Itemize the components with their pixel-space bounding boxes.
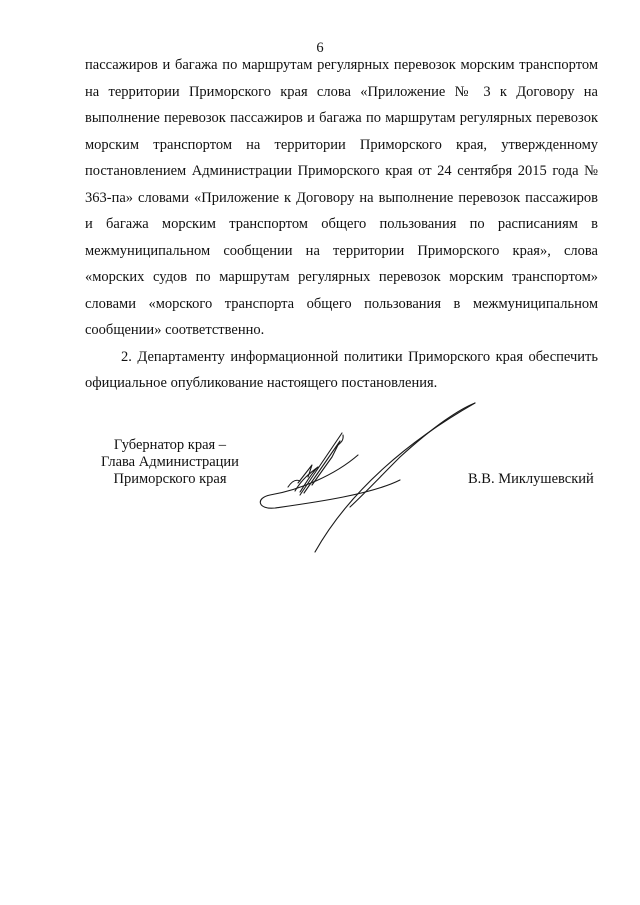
paragraph-item-2: 2. Департаменту информационной политики Приморского края обеспечить официальное опубликование настоящего постановления. — [85, 348, 598, 391]
signer-name: В.В. Миклушевский — [468, 471, 594, 487]
position-line-1: Губернатор края – — [113, 437, 227, 453]
handwritten-signature — [240, 395, 490, 555]
paragraph-continuation: пассажиров и багажа по маршрутам регулярных перевозок морским транспортом на территории Приморского края слова «Приложение № 3 к Договору на выполнение перевозок пассажиров и багажа по маршрутам регулярных перевозок морским транспортом на территории Приморского края, утвержденному постановлением Администрации Приморского края от 24 сентября 2015 года № 363-па» словами «Приложение к Договору на выполнение перевозок пассажиров и багажа морским транспортом общего пользования по расписаниям в межмуниципальном сообщении на территории Приморского края», слова «морских судов по маршрутам регулярных перевозок морским транспортом» словами «морского транспорта общего пользования в межмуниципальном сообщении» соответственно. — [85, 57, 598, 338]
position-line-2: Глава Администрации — [101, 454, 239, 470]
page-number: 6 — [316, 40, 324, 56]
position-line-3: Приморского края — [113, 471, 227, 487]
